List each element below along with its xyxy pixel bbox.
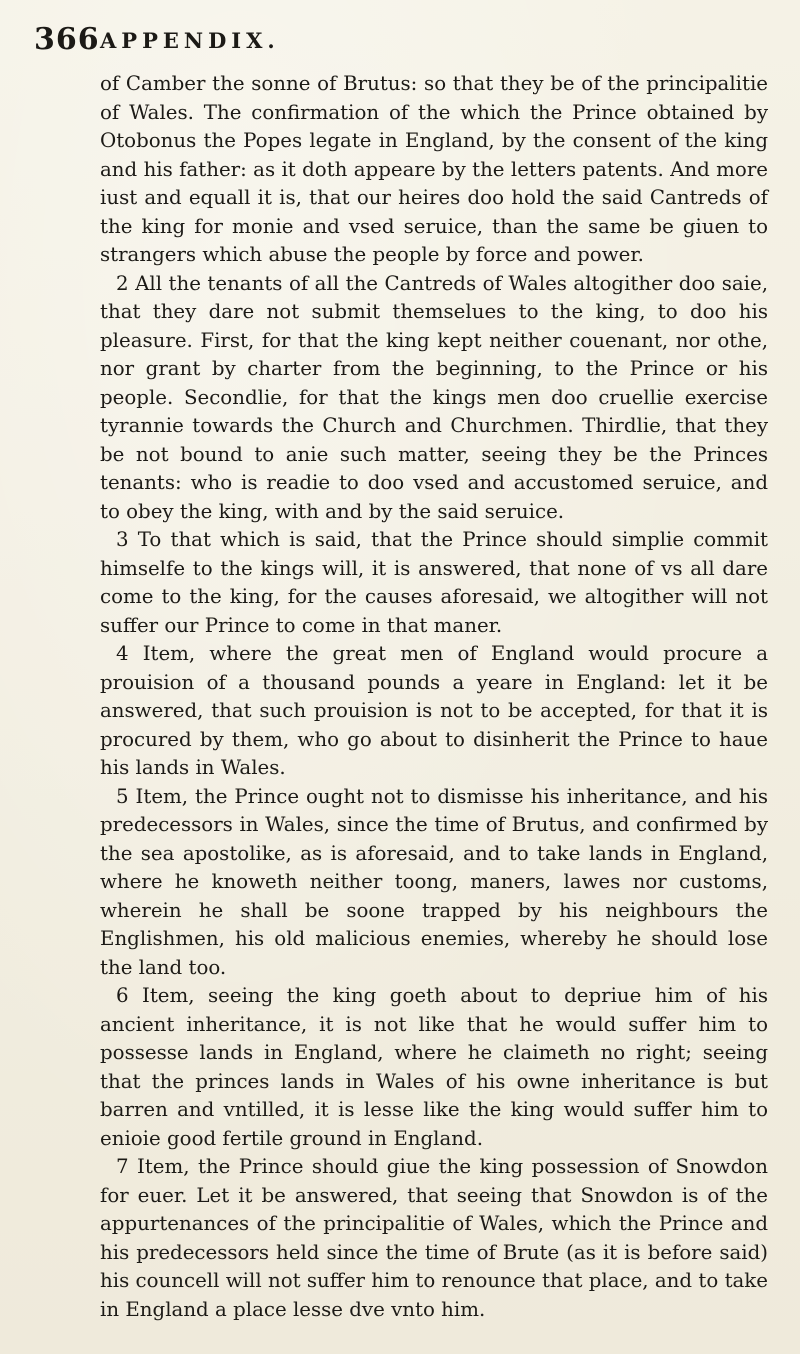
paragraph-3: 3 To that which is said, that the Prince should simplie commit himselfe to the kings will, it is answered, that none of vs all dare come to the king, for the causes aforesaid, we altogither will not suffer our Prince to come in that maner. <box>100 528 768 637</box>
paragraph-7: 7 Item, the Prince should giue the king possession of Snowdon for euer. Let it be answered, that seeing that Snowdon is of the appurtenances of the principalitie of Wales, which the Prince and his predecessors held since the time of Brute (as it is before said) his councell will not suffer him to renounce that place, and to take in England a place lesse dve vnto him. <box>100 1155 768 1321</box>
paragraph-6: 6 Item, seeing the king goeth about to depriue him of his ancient inheritance, it is not like that he would suffer him to possesse lands in England, where he claimeth no right; seeing that the princes lands in Wales of his owne inheritance is but barren and vntilled, it is lesse like the king would suffer him to enioie good fertile ground in England. <box>100 984 768 1150</box>
paragraph-4: 4 Item, where the great men of England would procure a prouision of a thousand pounds a yeare in England: let it be answered, that such prouision is not to be accepted, for that it is procured by them, who go about to disinherit the Prince to haue his lands in Wales. <box>100 642 768 779</box>
running-head: APPENDIX. <box>100 28 280 53</box>
body-text <box>100 70 768 1324</box>
page-number: 366 <box>34 22 100 57</box>
paragraph-1: of Camber the sonne of Brutus: so that they be of the principalitie of Wales. The confirmation of the which the Prince obtained by Otobonus the Popes legate in England, by the consent of the king and his father: as it doth appeare by the letters patents. And more iust and equall it is, that our heires doo hold the said Cantreds of the king for monie and vsed seruice, than the same be giuen to strangers which abuse the people by force and power. <box>100 72 768 266</box>
paragraph-5: 5 Item, the Prince ought not to dismisse his inheritance, and his predecessors in Wales, since the time of Brutus, and confirmed by the sea apostolike, as is aforesaid, and to take lands in England, where he knoweth neither toong, maners, lawes nor customs, wherein he shall be soone trapped by his neighbours the Englishmen, his old malicious enemies, whereby he should lose the land too. <box>100 784 768 979</box>
paragraph-2: 2 All the tenants of all the Cantreds of Wales altogither doo saie, that they dare not submit themselues to the king, to doo his pleasure. First, for that the king kept neither couenant, nor othe, nor grant by charter from the beginning, to the Prince or his people. Secondlie, for that the kings men doo cruellie exercise tyrannie towards the Church and Churchmen. Thirdlie, that they be not bound to anie such matter, seeing they be the Princes tenants: who is readie to doo vsed and accustomed seruice, and to obey the king, with and by the said seruice. <box>100 271 768 523</box>
